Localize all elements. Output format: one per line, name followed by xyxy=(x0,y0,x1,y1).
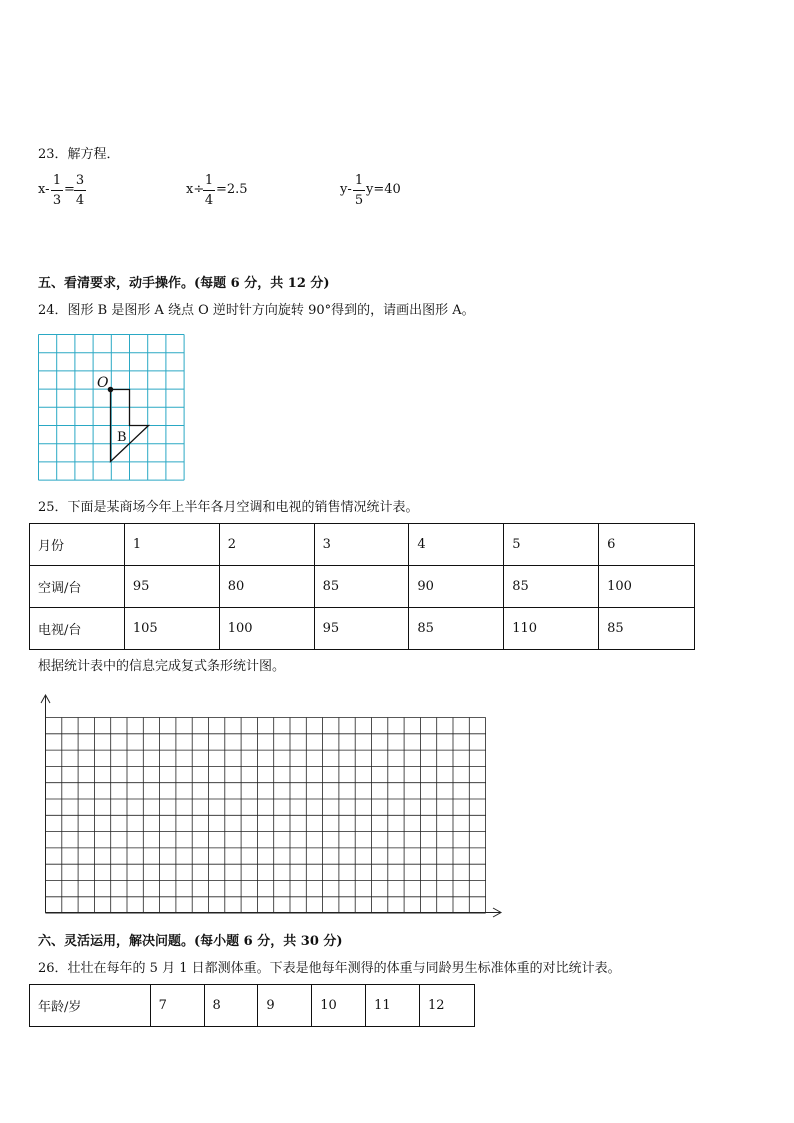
section-6-heading: 六、灵活运用，解决问题。(每小题 6 分，共 30 分) xyxy=(38,934,343,949)
table-cell: 4 xyxy=(409,524,504,566)
eq1-f1-denominator: 3 xyxy=(52,193,62,208)
table-cell: 85 xyxy=(409,608,504,650)
q24-text: 24．图形 B 是图形 A 绕点 O 逆时针方向旋转 90°得到的，请画出图形 A。 xyxy=(38,303,475,318)
table-cell: 1 xyxy=(124,524,219,566)
table-cell: 100 xyxy=(599,566,695,608)
eq2-denominator: 4 xyxy=(204,193,214,208)
table-cell: 95 xyxy=(314,608,409,650)
eq3-numerator: 1 xyxy=(354,173,364,188)
table-cell: 年龄/岁 xyxy=(30,985,151,1027)
rotation-grid[interactable] xyxy=(37,333,187,483)
table-cell: 95 xyxy=(124,566,219,608)
table-cell: 2 xyxy=(219,524,314,566)
point-o-label: O xyxy=(97,375,109,391)
table-cell: 12 xyxy=(420,985,475,1027)
table-cell: 80 xyxy=(219,566,314,608)
cyan-grid-lines xyxy=(39,335,185,481)
eq3-fraction xyxy=(353,172,365,209)
eq1-prefix: x- xyxy=(38,182,50,197)
table-row xyxy=(30,566,695,608)
sales-table xyxy=(29,523,695,650)
table-cell: 6 xyxy=(599,524,695,566)
eq1-fraction-2 xyxy=(74,172,86,209)
table-cell: 8 xyxy=(204,985,258,1027)
eq3-suffix: y=40 xyxy=(366,182,401,197)
table-cell: 100 xyxy=(219,608,314,650)
table-cell: 3 xyxy=(314,524,409,566)
table-cell: 85 xyxy=(314,566,409,608)
table-cell: 电视/台 xyxy=(30,608,125,650)
chart-grid-lines xyxy=(46,718,486,914)
table-cell: 85 xyxy=(599,608,695,650)
eq1-f1-numerator: 1 xyxy=(52,173,62,188)
eq1-fraction-1 xyxy=(51,172,63,209)
eq1-equals: = xyxy=(64,182,75,197)
table-cell: 90 xyxy=(409,566,504,608)
eq2-prefix: x÷ xyxy=(186,182,205,197)
eq3-denominator: 5 xyxy=(354,193,364,208)
weight-table xyxy=(29,984,475,1027)
table-cell: 5 xyxy=(504,524,599,566)
eq1-f2-numerator: 3 xyxy=(75,173,85,188)
table-row xyxy=(30,985,475,1027)
q26-text: 26．壮壮在每年的 5 月 1 日都测体重。下表是他每年测得的体重与同龄男生标准体重的对比统计表。 xyxy=(38,961,621,976)
table-cell: 9 xyxy=(258,985,312,1027)
table-cell: 85 xyxy=(504,566,599,608)
q25-text: 25．下面是某商场今年上半年各月空调和电视的销售情况统计表。 xyxy=(38,500,419,515)
table-cell: 105 xyxy=(124,608,219,650)
table-cell: 月份 xyxy=(30,524,125,566)
section-5-heading: 五、看清要求，动手操作。(每题 6 分，共 12 分) xyxy=(38,276,330,291)
table-row xyxy=(30,608,695,650)
table-row xyxy=(30,524,695,566)
eq2-fraction xyxy=(203,172,215,209)
eq2-numerator: 1 xyxy=(204,173,214,188)
bar-chart-grid[interactable] xyxy=(36,690,506,920)
eq2-suffix: =2.5 xyxy=(216,182,248,197)
q25-instruction: 根据统计表中的信息完成复式条形统计图。 xyxy=(38,659,286,674)
figure-b-label: B xyxy=(117,430,127,445)
q23-title: 23．解方程． xyxy=(38,147,120,162)
eq1-f2-denominator: 4 xyxy=(75,193,85,208)
table-cell: 10 xyxy=(312,985,366,1027)
table-cell: 7 xyxy=(150,985,204,1027)
table-cell: 110 xyxy=(504,608,599,650)
table-cell: 空调/台 xyxy=(30,566,125,608)
eq3-prefix: y- xyxy=(340,182,352,197)
rotation-point-o xyxy=(108,387,114,393)
table-cell: 11 xyxy=(366,985,420,1027)
